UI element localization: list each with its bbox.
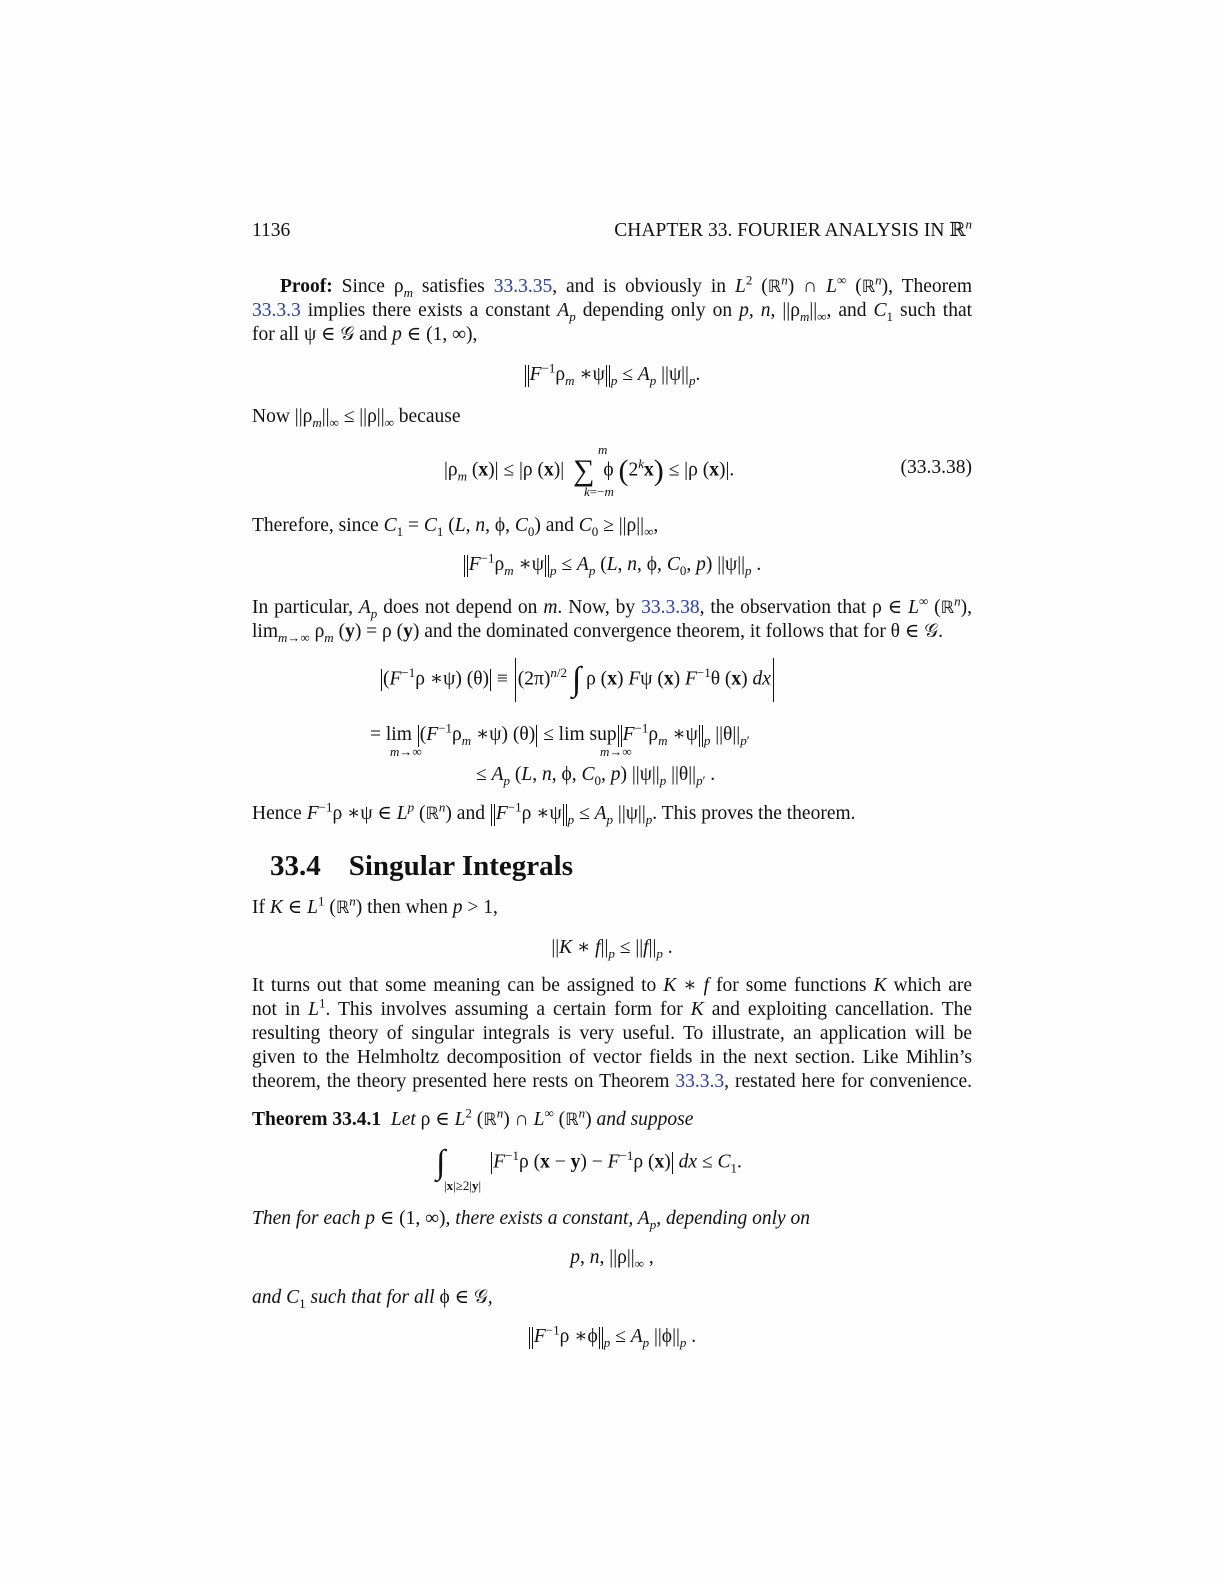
equation-6: ||K ∗ $f||_p \le ||f||_p$ . (551, 937, 673, 961)
equation-8: p, n, $||\rho||_\infty$ , (570, 1247, 654, 1271)
theorem-label: Theorem 33.4.1 (252, 1109, 382, 1130)
particular-line-1: In particular, $A_p$ does not depend on m. Now, by 33.3.38, the observation that ρ ∈ L∞ (ℝ$^n$), (252, 593, 972, 621)
chapter-title-sup: n (965, 216, 972, 232)
equation-9: $F^{-1}\rho$ ∗ϕ $_p \le A_p$ $||\phi||_p$ . (252, 1324, 972, 1349)
ref-33-3-35[interactable]: 33.3.35 (493, 276, 553, 297)
section-title: Singular Integrals (348, 850, 574, 882)
proof-line-1: Proof: Since $\rho_m$ satisfies 33.3.35, and is obviously in $L^2$ (ℝ$^n$) ∩ L∞ (ℝ$^n$), Theorem (280, 272, 972, 300)
if-line: If K ∈ $L^1$ (ℝ$^n$) then when p > 1, (252, 893, 498, 918)
proof-line-2: 33.3.3 implies there exists a constant $A_p$ depending only on p, n, $||\rho_m||_\infty$, and $C_1$ such that (252, 300, 973, 324)
para-line-3: resulting theory of singular integrals is very useful. To illustrate, an application will be (252, 1023, 972, 1044)
particular-line-2: $\lim_{m\to\infty} \rho_m$ (y) = ρ (y) and the dominated convergence theorem, it follows that for θ ∈ 𝒢. (252, 621, 943, 645)
ref-33-3-38[interactable]: 33.3.38 (641, 597, 700, 618)
equation-7: ∫ $F^{-1}\rho$ $(x - y) - F^{-1}\rho$ (x) dx ≤ $C_1$. |x|≥2|y| (436, 1144, 742, 1193)
chapter-title-text: CHAPTER 33. FOURIER ANALYSIS IN ℝ (614, 220, 966, 241)
chapter-title (614, 216, 972, 243)
equation-5: ≤ $A_p$ (L, n, ϕ, $C_0$, p) $||\psi||_p$ $||\theta||_{p'}$ . (476, 764, 716, 788)
equation-3: ($F^{-1}\rho$ ∗ψ) $(\theta) \equiv (2\pi)^{n/2}$ ∫ ρ (x) Fψ (x) $F^{-1}\theta$ (x) dx (380, 658, 776, 702)
then-line: Then for each p ∈ (1, ∞), there exists a constant, $A_p$, depending only on (252, 1208, 811, 1232)
eq-number-33-3-38: (33.3.38) (900, 457, 972, 478)
proof-line-3: for all ψ ∈ 𝒢 and p ∈ (1, ∞), (252, 324, 478, 345)
therefore-line: Therefore, since $C_1 = C_1$ (L, n, ϕ, $C_0$) and $C_0 \ge ||\rho||_\infty$, (252, 515, 659, 539)
ref-theorem-33-3-3[interactable]: 33.3.3 (675, 1071, 725, 1092)
para-line-2: not in $L^1$. This involves assuming a certain form for K and exploiting cancellation. The (252, 995, 972, 1020)
page-number: 1136 (252, 220, 291, 241)
proof-label: Proof: (280, 276, 333, 297)
equation-2: $F^{-1}\rho_m$ ∗ψ $_p \le A_p$ (L, n, ϕ, $C_0$, p) $||\psi||_p$ . (252, 552, 972, 577)
para-line-1: It turns out that some meaning can be assigned to K ∗ f for some functions K which are (252, 975, 972, 996)
theorem-statement: Theorem 33.4.1 Let ρ ∈ $L^2$ (ℝ$^n$) ∩ L∞ (ℝ$^n$) and suppose (252, 1105, 694, 1130)
section-number: 33.4 (270, 850, 321, 882)
now-line: Now $||\rho_m||_\infty \le ||\rho||_\infty$ because (252, 406, 461, 430)
equation-33-3-38: $|\rho_m$ (x)| ≤ |ρ (x)| ∑ ϕ $(2^kx) \le |\rho$ (x)|. m k=−m (33.3.38) (444, 442, 972, 499)
para-line-5: theorem, the theory presented here rests on Theorem 33.3.3, restated here for convenience. (252, 1071, 972, 1092)
equation-1: $F^{-1}\rho_m$ ∗ψ $_p \le A_p$ $||\psi||_p$. (252, 362, 972, 387)
equation-4: = $\lim (F^{-1}\rho_m$ ∗ψ) (θ) ≤ lim sup $F^{-1}\rho_m$ ∗ψ $_p$ $||\theta||_{p'}$ m→∞ m→∞ (370, 720, 750, 759)
ref-33-3-3[interactable]: 33.3.3 (252, 300, 301, 321)
section-heading (270, 850, 573, 883)
and-line: and $C_1$ such that for all ϕ ∈ 𝒢, (252, 1287, 493, 1311)
para-line-4: given to the Helmholtz decomposition of vector fields in the next section. Like Mihlin’s (252, 1047, 972, 1068)
hence-line: Hence $F^{-1}\rho$ ∗ψ ∈ $L^p$ (ℝ$^n$) and $F^{-1}\rho$ ∗ψ $_p \le A_p$ $||\psi||_p$. This proves the theorem. (252, 799, 856, 827)
proof-closing: This proves the theorem. (661, 803, 856, 824)
